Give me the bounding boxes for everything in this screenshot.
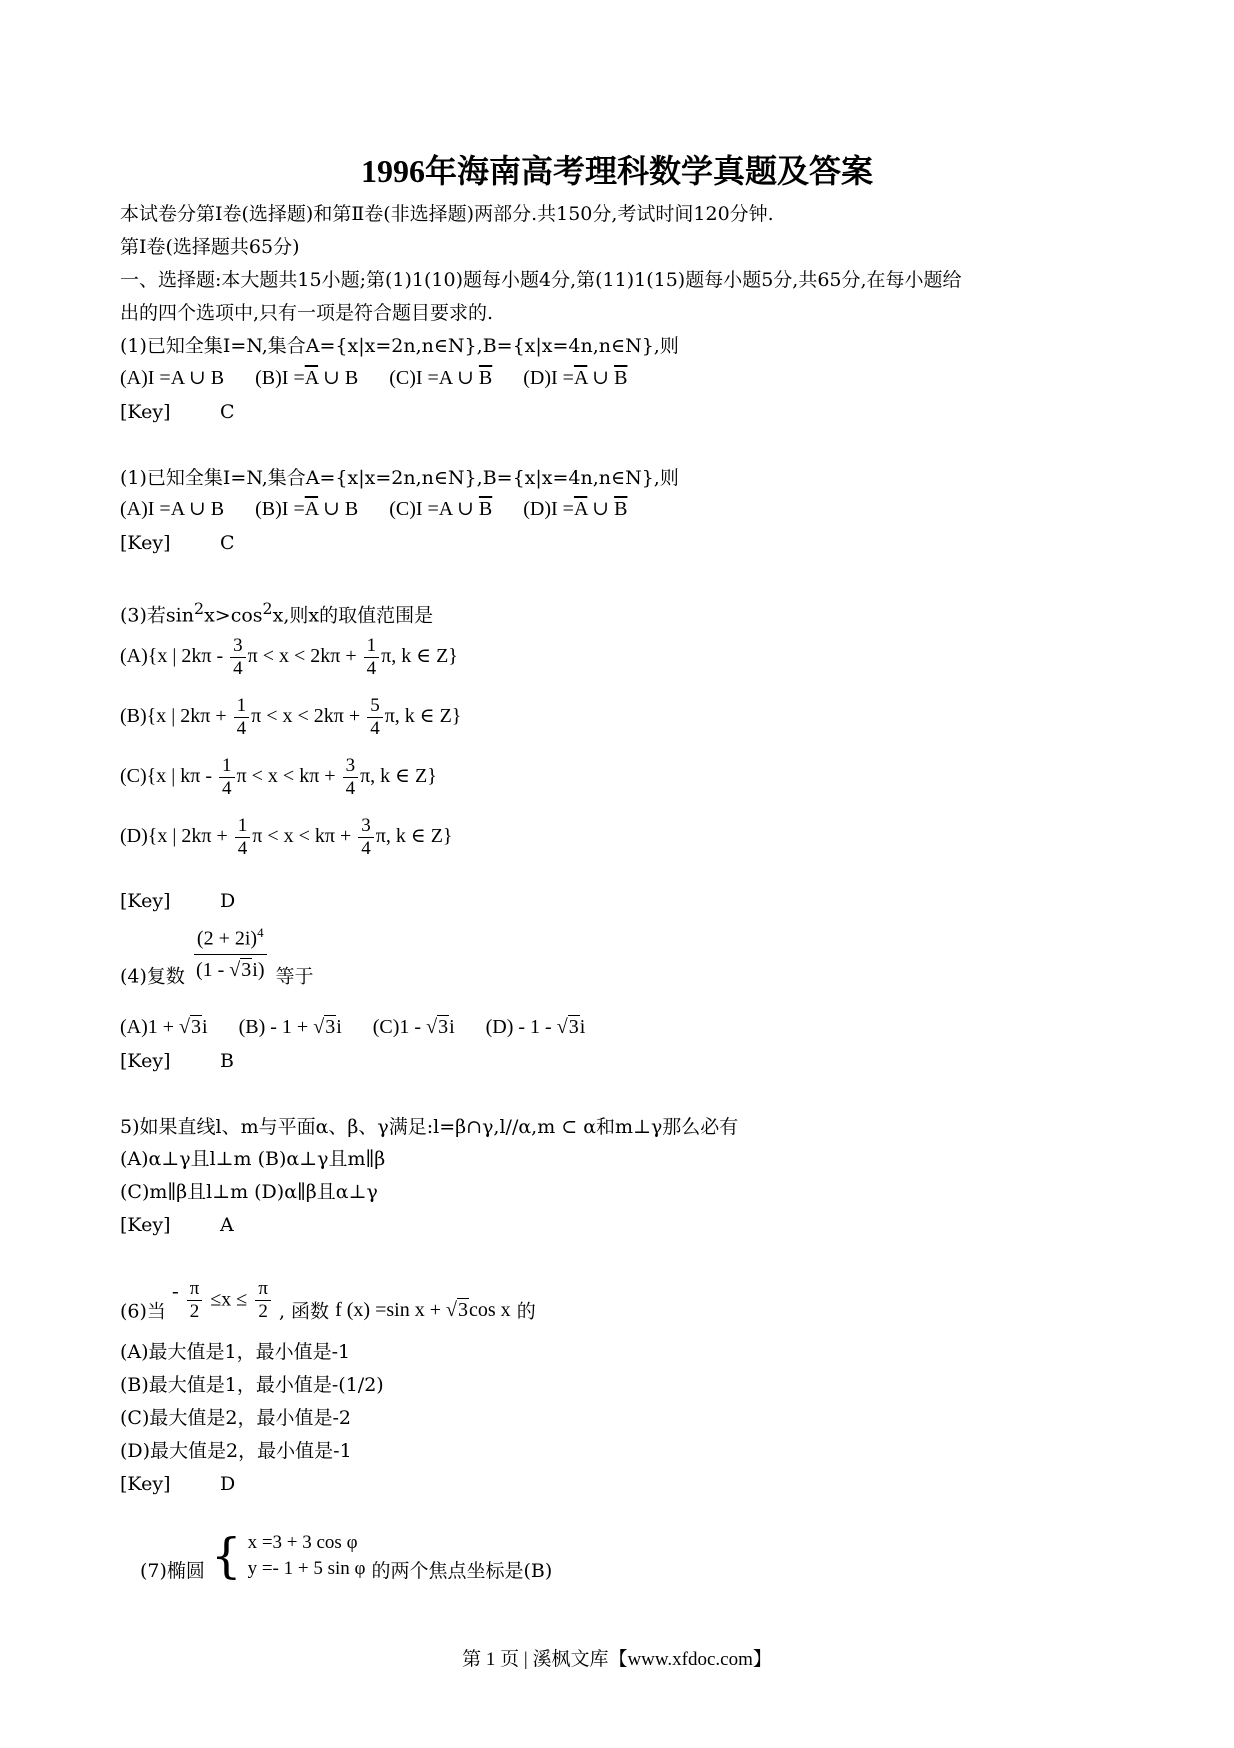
q1-options [120,366,653,390]
q6-option-c: (C)最大值是2，最小值是-2 [120,1407,351,1429]
q7-stem: (7)椭圆 { x =3 + 3 cos φ y =- 1 + 5 sin φ 的两个焦点坐标是(B) [140,1528,553,1584]
intro-line-1: 本试卷分第Ⅰ卷(选择题)和第Ⅱ卷(非选择题)两部分.共150分,考试时间120分钟. [120,203,774,225]
q2-option-a: (A)I =A ∪ B [120,498,225,520]
q5-key: [Key] A [120,1214,234,1236]
q2-stem: (1)已知全集I=N,集合A={x|x=2n,n∈N},B={x|x=4n,n∈N},则 [120,467,679,489]
q3-option-b: (B){x | 2kπ + $\frac{1}{4}$ π < x < 2kπ + $\frac{5}{4}$ π, k ∈ Z} [120,695,462,739]
q6-option-a: (A)最大值是1，最小值是-1 [120,1341,351,1363]
q1-option-c: (C)I =A ∪ $\overline{B}$ [389,367,493,389]
q1-option-d: $(D)I =\overline{A}$ ∪ $\overline{B}$ [523,367,628,389]
q6-option-d: (D)最大值是2，最小值是-1 [120,1440,352,1462]
q3-option-d: (D){x | 2kπ + $\frac{1}{4}$ π < x < kπ + $\frac{3}{4}$ π, k ∈ Z} [120,815,453,859]
q3-key: [Key] D [120,890,236,912]
q5-stem: 5)如果直线l、m与平面α、β、γ满足:l=β∩γ,l//α,m ⊂ α和m⊥γ那么必有 [120,1116,739,1138]
q4-options [120,1015,611,1039]
q1-key: [Key] C [120,401,235,423]
q1-option-a: (A)I =A ∪ B [120,367,225,389]
q6-stem: (6)当 - $\frac{\pi}{2}$ ≤x ≤ $\frac{\pi}{2}$ , 函数 f (x) =sin x + √3cos x 的 [120,1278,536,1323]
q7-system: x =3 + 3 cos φ y =- 1 + 5 sin φ [247,1532,366,1579]
q6-option-b: (B)最大值是1，最小值是-(1/2) [120,1374,384,1396]
q1-option-b: $(B)I =\overline{A}$ ∪ B [255,367,359,389]
q2-option-d: $(D)I =\overline{A}$ ∪ $\overline{B}$ [523,498,628,520]
q4-option-c: (C)1 - √3i [372,1016,455,1038]
q7-brace: { [210,1528,242,1584]
q2-options [120,497,653,521]
q3-stem: (3)若$\sin^2x>\cos^2x$,则x的取值范围是 [120,599,434,627]
q5-options-ab: (A)α⊥γ且l⊥m (B)α⊥γ且m∥β [120,1148,386,1170]
q4-key: [Key] B [120,1050,234,1072]
q5-options-cd: (C)m∥β且l⊥m (D)α∥β且α⊥γ [120,1181,378,1203]
q1-stem: (1)已知全集I=N,集合A={x|x=2n,n∈N},B={x|x=4n,n∈N},则 [120,335,679,357]
q2-option-b: $(B)I =\overline{A}$ ∪ B [255,498,359,520]
intro-line-2: 第Ⅰ卷(选择题共65分) [120,236,300,258]
q4-option-a: (A)1 + √3i [120,1016,208,1038]
document-title: 1996年海南高考理科数学真题及答案 [360,153,873,189]
intro-line-4: 出的四个选项中,只有一项是符合题目要求的. [120,302,494,324]
q4-stem: (4)复数 $\frac{(2 + 2i)^4}{(1 - √3i)}$ 等于 [120,918,314,990]
q3-option-a: (A){x | 2kπ - $\frac{3}{4}$ π < x < 2kπ + $\frac{1}{4}$ π, k ∈ Z} [120,635,458,679]
intro-line-3: 一、选择题:本大题共15小题;第(1)1(10)题每小题4分,第(11)1(15)题每小题5分,共65分,在每小题给 [120,269,962,291]
q2-option-c: (C)I =A ∪ $\overline{B}$ [389,498,493,520]
page-footer: 第 1 页 | 溪枫文库【www.xfdoc.com】 [462,1649,772,1670]
q6-key: [Key] D [120,1473,236,1495]
q4-option-b: (B) - 1 + √3i [238,1016,342,1038]
q4-option-d: (D) - 1 - √3i [485,1016,586,1038]
q3-option-c: (C){x | kπ - $\frac{1}{4}$ π < x < kπ + $\frac{3}{4}$ π, k ∈ Z} [120,755,437,799]
q2-key: [Key] C [120,532,235,554]
